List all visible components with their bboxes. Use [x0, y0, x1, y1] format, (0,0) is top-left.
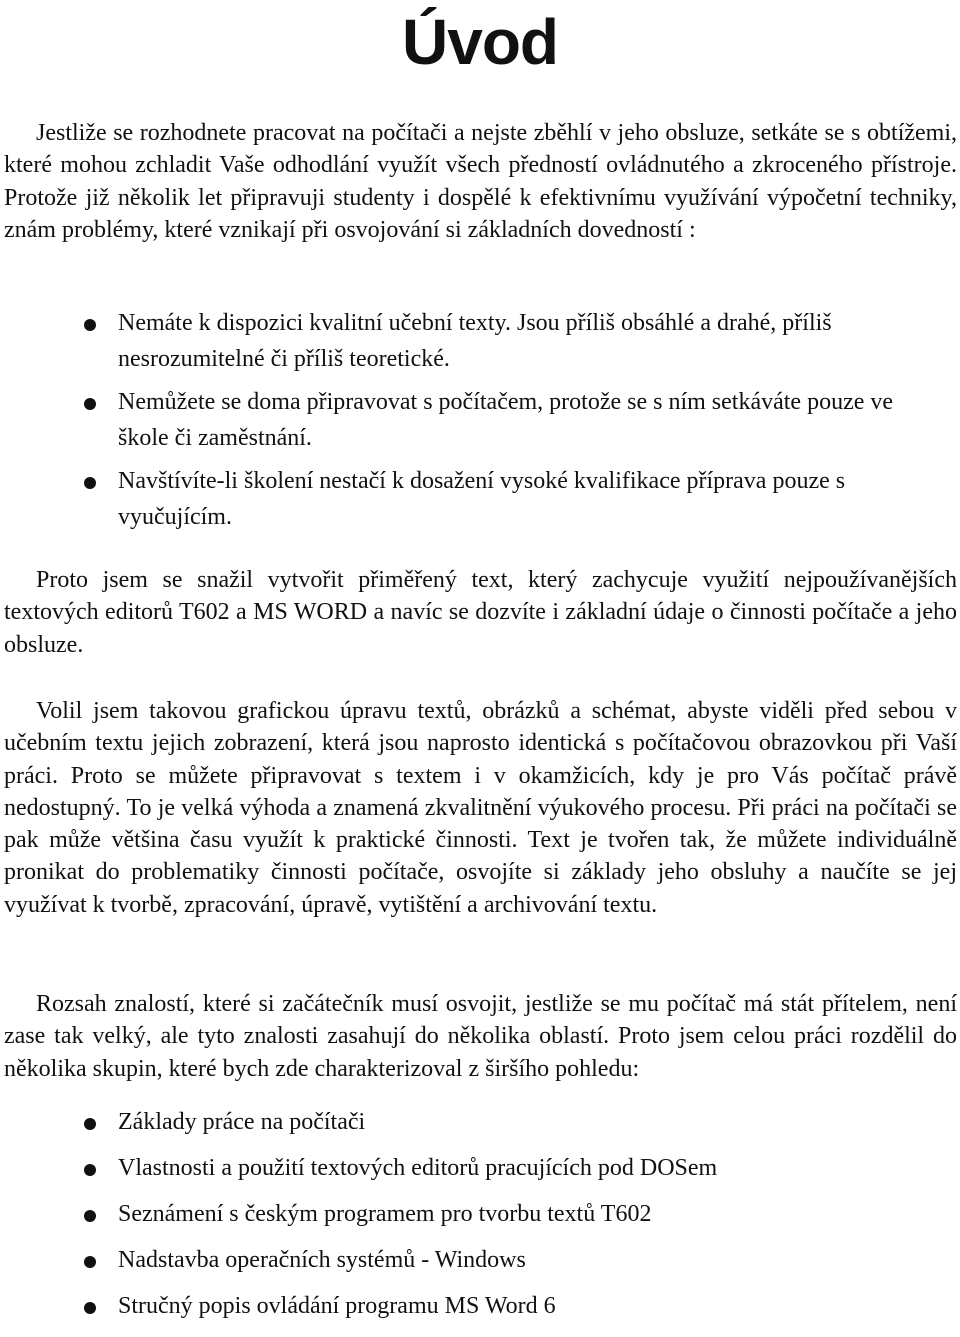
- list-item-text: Nadstavba operačních systémů - Windows: [118, 1247, 526, 1273]
- topics-list: [84, 1107, 904, 1337]
- bullet-icon: [84, 1210, 96, 1222]
- list-item: [84, 305, 904, 377]
- bullet-icon: [84, 398, 96, 410]
- graphic-layout-paragraph: Volil jsem takovou grafickou úpravu textů, obrázků a schémat, abyste viděli před sebou v učebním textu jejich zobrazení, která jsou naprosto identická s počítačovou obrazovkou při Vaší práci. Proto se můžete připravovat s textem i v okamžicích, kdy je pro Vás počítač právě nedostupný. To je velká výhoda a znamená zkvalitnění výukového procesu. Při práci na počítači se pak může většina času využít k praktické činnosti. Text je tvořen tak, že můžete individuálně pronikat do problematiky činnosti počítače, osvojíte si základy jeho obsluhy a naučíte se jej využívat k tvorbě, zpracování, úpravě, vytištění a archivování textu.: [4, 698, 957, 918]
- bullet-icon: [84, 1118, 96, 1130]
- list-item: [84, 384, 904, 456]
- list-item: [84, 463, 904, 535]
- list-item-text: Vlastnosti a použití textových editorů pracujících pod DOSem: [118, 1155, 718, 1181]
- list-item-text: Nemůžete se doma připravovat s počítačem, protože se s ním setkáváte pouze ve škole či zaměstnání.: [118, 389, 894, 451]
- bullet-icon: [84, 319, 96, 331]
- text-editors-paragraph: Proto jsem se snažil vytvořit přiměřený text, který zachycuje využití nejpoužívanějších textových editorů T602 a MS WORD a navíc se dozvíte i základní údaje o činnosti počítače a jeho obsluze.: [4, 567, 957, 658]
- bullet-icon: [84, 1302, 96, 1314]
- list-item: [84, 1153, 904, 1183]
- bullet-icon: [84, 1164, 96, 1176]
- list-item-text: Seznámení s českým programem pro tvorbu textů T602: [118, 1201, 652, 1227]
- list-item-text: Navštívíte-li školení nestačí k dosažení vysoké kvalifikace příprava pouze s vyučujícím.: [118, 468, 846, 530]
- list-item-text: Nemáte k dispozici kvalitní učební texty. Jsou příliš obsáhlé a drahé, příliš nesrozumitelné či příliš teoretické.: [118, 310, 832, 372]
- bullet-icon: [84, 1256, 96, 1268]
- list-item: [84, 1107, 904, 1137]
- list-item-text: Stručný popis ovládání programu MS Word 6: [118, 1293, 556, 1319]
- list-item: [84, 1245, 904, 1275]
- page-title: Úvod: [402, 6, 558, 78]
- problems-list: [84, 305, 904, 542]
- intro-paragraph: Jestliže se rozhodnete pracovat na počítači a nejste zběhlí v jeho obsluze, setkáte se s obtížemi, které mohou zchladit Vaše odhodlání využít všech předností ovládnutého a zkroceného přístroje. Protože již několik let připravuji studenty i dospělé k efektivnímu využívání výpočetní techniky, znám problémy, které vznikají při osvojování si základních dovedností :: [4, 120, 957, 243]
- list-item-text: Základy práce na počítači: [118, 1109, 366, 1135]
- list-item: [84, 1291, 904, 1321]
- list-item: [84, 1199, 904, 1229]
- bullet-icon: [84, 477, 96, 489]
- scope-paragraph: Rozsah znalostí, které si začátečník musí osvojit, jestliže se mu počítač má stát přítelem, není zase tak velký, ale tyto znalosti zasahují do několika oblastí. Proto jsem celou práci rozdělil do několika skupin, které bych zde charakterizoval z širšího pohledu:: [4, 991, 957, 1082]
